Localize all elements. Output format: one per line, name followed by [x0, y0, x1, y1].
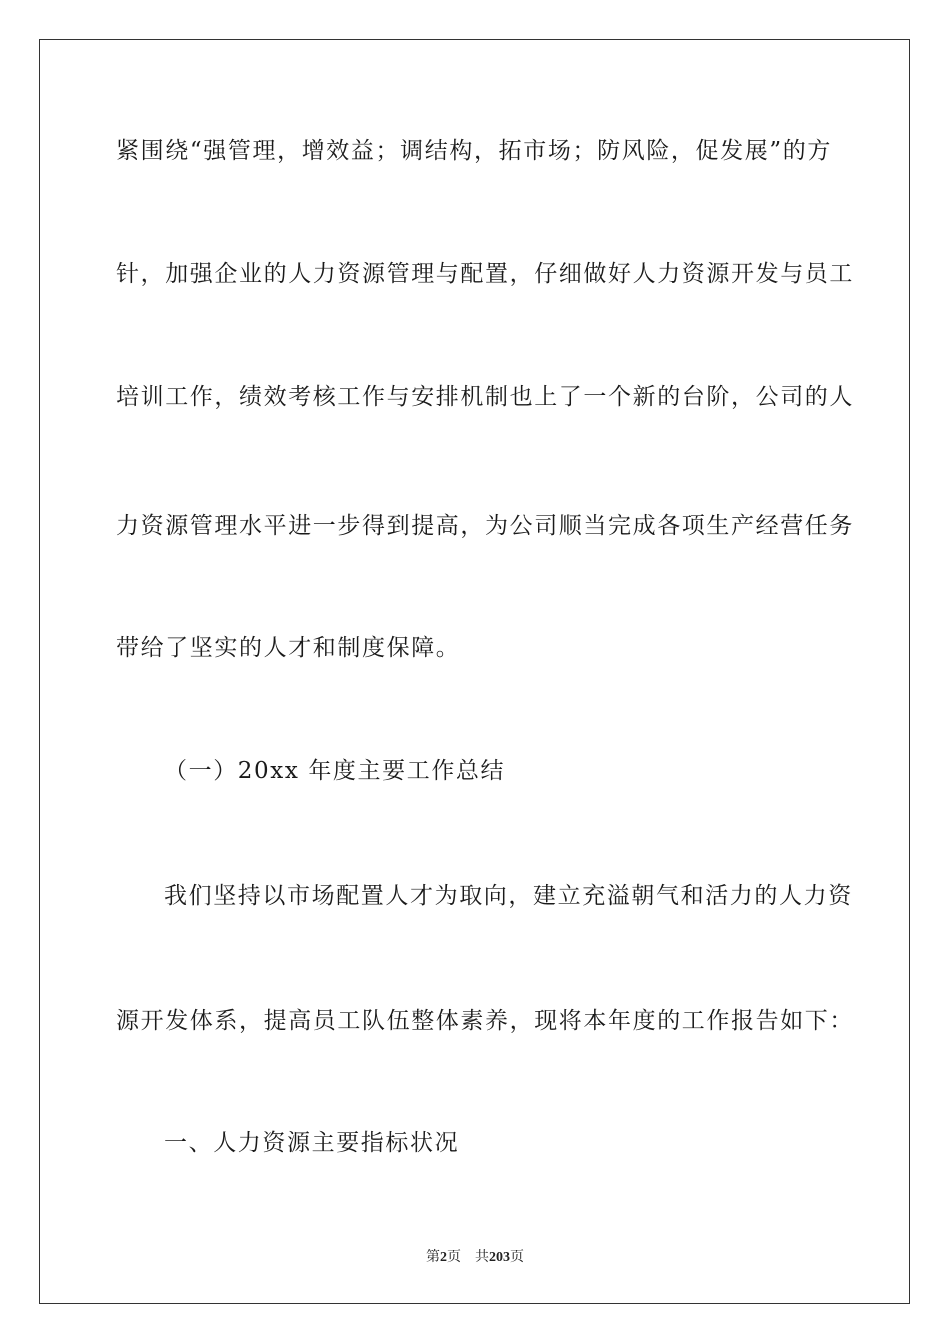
page-prefix: 第 [426, 1250, 440, 1265]
page-suffix: 页 [447, 1250, 461, 1265]
body-text-line: 紧围绕“强管理，增效益；调结构，拓市场；防风险，促发展”的方 [116, 138, 832, 164]
section-heading: （一）20xx 年度主要工作总结 [164, 758, 506, 784]
page-footer [0, 1246, 950, 1266]
subsection-heading: 一、人力资源主要指标状况 [164, 1130, 460, 1156]
body-text-line: 源开发体系，提高员工队伍整体素养，现将本年度的工作报告如下： [116, 1008, 854, 1034]
page-number: 2 [440, 1250, 447, 1265]
body-text-line: 力资源管理水平进一步得到提高，为公司顺当完成各项生产经营任务 [116, 513, 854, 539]
body-text-line: 带给了坚实的人才和制度保障。 [116, 635, 461, 661]
total-suffix: 页 [510, 1250, 524, 1265]
total-prefix: 共 [475, 1250, 489, 1265]
total-pages: 203 [489, 1250, 510, 1265]
body-text-line: 针，加强企业的人力资源管理与配置，仔细做好人力资源开发与员工 [116, 261, 854, 287]
page-border [39, 39, 910, 1304]
body-text-line: 培训工作，绩效考核工作与安排机制也上了一个新的台阶，公司的人 [116, 384, 854, 410]
body-text-line: 我们坚持以市场配置人才为取向，建立充溢朝气和活力的人力资 [164, 883, 853, 909]
